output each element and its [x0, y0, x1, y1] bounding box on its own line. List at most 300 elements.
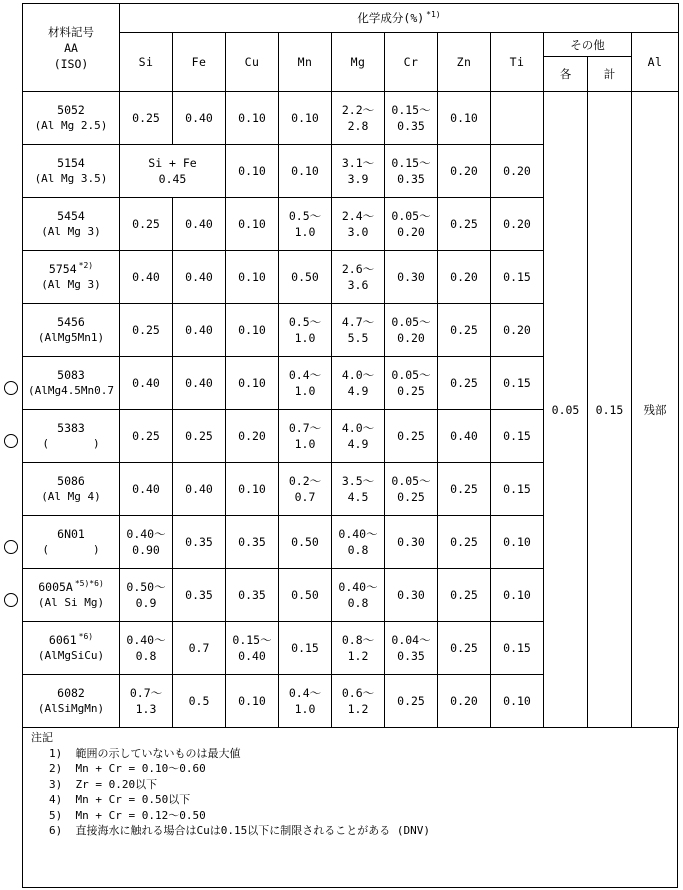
cell-value-line: 0.40～: [338, 580, 378, 594]
cu-cell: [226, 145, 279, 198]
cell-value-line: 0.40: [185, 482, 213, 496]
zn-cell: [438, 463, 491, 516]
ti-cell: [491, 516, 544, 569]
mn-cell: [279, 569, 332, 622]
cell-value-line: 0.5: [188, 694, 210, 708]
ti-cell: [491, 675, 544, 728]
cell-value-line: 0.40: [185, 217, 213, 231]
cu-cell: [226, 92, 279, 145]
zn-cell: [438, 145, 491, 198]
ti-cell: [491, 622, 544, 675]
alloy-code-line: [23, 685, 119, 701]
cell-value-line: 0.8: [135, 649, 157, 663]
selected-alloy-marker-icon: [4, 381, 18, 395]
mn-cell: [279, 145, 332, 198]
note-item: 3) Zr = 0.20以下: [49, 777, 158, 791]
material-header-line: 材料記号: [48, 24, 94, 39]
cell-value-line: 0.05～: [391, 209, 431, 223]
alloy-code: 5052: [57, 103, 85, 117]
selected-alloy-marker-icon: [4, 593, 18, 607]
cell-value-line: 0.40: [238, 649, 266, 663]
ti-cell: [491, 410, 544, 463]
alloy-cell: [23, 251, 120, 304]
mn-cell: [279, 622, 332, 675]
cu-cell: [226, 410, 279, 463]
cell-value-line: 0.35: [397, 172, 425, 186]
alloy-code-line: [23, 367, 119, 383]
alloy-code: 5154: [57, 156, 85, 170]
cell-value-line: 0.30: [397, 535, 425, 549]
cell-value-line: 0.40: [132, 270, 160, 284]
si-cell: [120, 198, 173, 251]
alloy-cell: [23, 357, 120, 410]
cell-value-line: 0.25: [450, 482, 478, 496]
cell-value-line: 0.10: [238, 217, 266, 231]
alloy-cell: [23, 463, 120, 516]
mg-cell: [332, 304, 385, 357]
mn-cell: [279, 357, 332, 410]
ti-cell: [491, 304, 544, 357]
element-header-mg: Mg: [332, 33, 385, 92]
element-header-mn: Mn: [279, 33, 332, 92]
cell-value-line: 2.8: [347, 119, 369, 133]
alloy-code: 5754: [48, 262, 77, 276]
chem-header: [120, 4, 679, 33]
zn-cell: [438, 410, 491, 463]
alloy-cell: [23, 410, 120, 463]
cell-value-line: 0.25: [450, 641, 478, 655]
cell-value-line: 4.9: [347, 437, 369, 451]
alloy-cell: [23, 92, 120, 145]
alloy-code-line: [23, 420, 119, 436]
cell-value-line: 0.40: [185, 111, 213, 125]
alloy-code: 5086: [57, 474, 85, 488]
cell-value-line: 4.7～: [341, 315, 375, 329]
element-header-cr: Cr: [385, 33, 438, 92]
zn-cell: [438, 304, 491, 357]
cell-value-line: 1.3: [135, 702, 157, 716]
fe-cell: [173, 251, 226, 304]
cell-value-line: 1.2: [347, 649, 369, 663]
cell-value-line: 1.0: [294, 384, 316, 398]
cell-value-line: 0.40: [185, 270, 213, 284]
material-header-line: AA: [64, 40, 78, 55]
al-remainder-value: 残部: [632, 92, 679, 728]
cell-value-line: 0.15: [503, 482, 531, 496]
cell-value-line: 0.35: [397, 119, 425, 133]
cell-value-line: 0.20: [450, 164, 478, 178]
fe-cell: [173, 357, 226, 410]
si-cell: [120, 463, 173, 516]
cell-value-line: 0.15: [291, 641, 319, 655]
alloy-code: 5454: [57, 209, 85, 223]
fe-cell: [173, 92, 226, 145]
cell-value-line: 0.35: [185, 588, 213, 602]
cell-value-line: 0.30: [397, 270, 425, 284]
alloy-code-line: [23, 102, 119, 118]
cell-value-line: 0.40: [185, 323, 213, 337]
cell-value-line: 0.50: [291, 588, 319, 602]
cr-cell: [385, 92, 438, 145]
si-cell: [120, 569, 173, 622]
cr-cell: [385, 569, 438, 622]
cell-value-line: 0.7～: [288, 421, 322, 435]
si-cell: [120, 92, 173, 145]
cell-value-line: 0.25: [450, 376, 478, 390]
ti-cell: [491, 357, 544, 410]
alloy-code-line: [23, 155, 119, 171]
cr-cell: [385, 198, 438, 251]
mg-cell: [332, 145, 385, 198]
cu-cell: [226, 304, 279, 357]
alloy-iso: (Al Mg 3.5): [34, 172, 108, 185]
cell-value-line: 0.25: [185, 429, 213, 443]
alloy-code-line: [23, 208, 119, 224]
mg-cell: [332, 569, 385, 622]
zn-cell: [438, 622, 491, 675]
cr-cell: [385, 145, 438, 198]
cell-value-line: 0.40: [132, 376, 160, 390]
notes-title: 注記: [31, 731, 53, 744]
zn-cell: [438, 516, 491, 569]
cell-value-line: 1.0: [294, 225, 316, 239]
cell-value-line: 0.20: [397, 225, 425, 239]
cell-value-line: 2.6～: [341, 262, 375, 276]
cell-value-line: 0.15～: [391, 103, 431, 117]
alloy-iso: (Al Mg 3): [41, 225, 101, 238]
chem-title: 化学成分(%): [357, 11, 425, 25]
cu-cell: [226, 675, 279, 728]
si-cell: [120, 675, 173, 728]
notes-section: [22, 728, 678, 888]
si-cell: [120, 622, 173, 675]
cell-value-line: 0.15: [503, 641, 531, 655]
chem-title-note: *1): [426, 10, 441, 19]
ti-cell: [491, 463, 544, 516]
cell-value-line: 0.40～: [126, 527, 166, 541]
cell-value-line: 3.6: [347, 278, 369, 292]
al-header: Al: [632, 33, 679, 92]
zn-cell: [438, 675, 491, 728]
cell-value-line: Si + Fe: [148, 156, 197, 170]
alloy-code: 5383: [57, 421, 85, 435]
others-total-header: 計: [588, 57, 632, 92]
element-header-zn: Zn: [438, 33, 491, 92]
cell-value-line: 4.0～: [341, 421, 375, 435]
cell-value-line: 1.0: [294, 702, 316, 716]
zn-cell: [438, 198, 491, 251]
cell-value-line: 2.4～: [341, 209, 375, 223]
cell-value-line: 0.10: [291, 164, 319, 178]
cr-cell: [385, 251, 438, 304]
cell-value-line: 0.35: [185, 535, 213, 549]
cell-value-line: 0.10: [238, 164, 266, 178]
mg-cell: [332, 92, 385, 145]
cell-value-line: 0.7: [188, 641, 210, 655]
alloy-iso: (AlSiMgMn): [37, 702, 105, 715]
cr-cell: [385, 304, 438, 357]
cell-value-line: 0.20: [450, 270, 478, 284]
cell-value-line: 0.4～: [288, 368, 322, 382]
alloy-cell: [23, 145, 120, 198]
cu-cell: [226, 357, 279, 410]
mn-cell: [279, 304, 332, 357]
cell-value-line: 0.20: [503, 217, 531, 231]
cell-value-line: 0.25: [397, 490, 425, 504]
cell-value-line: 0.15～: [232, 633, 272, 647]
cell-value-line: 0.15: [503, 429, 531, 443]
cell-value-line: 0.10: [238, 376, 266, 390]
fe-cell: [173, 304, 226, 357]
mn-cell: [279, 92, 332, 145]
cell-value-line: 0.10: [238, 323, 266, 337]
cell-value-line: 3.5～: [341, 474, 375, 488]
cell-value-line: 0.25: [450, 588, 478, 602]
mg-cell: [332, 251, 385, 304]
si-cell: [120, 516, 173, 569]
cell-value-line: 0.10: [238, 111, 266, 125]
others-each-header: 各: [544, 57, 588, 92]
cell-value-line: 0.40: [132, 482, 160, 496]
cell-value-line: 3.9: [347, 172, 369, 186]
cr-cell: [385, 675, 438, 728]
cell-value-line: 4.0～: [341, 368, 375, 382]
zn-cell: [438, 357, 491, 410]
cell-value-line: 0.4～: [288, 686, 322, 700]
mg-cell: [332, 516, 385, 569]
cell-value-line: 0.05～: [391, 315, 431, 329]
cell-value-line: 0.30: [397, 588, 425, 602]
alloy-footnote-ref: *5)*6): [74, 579, 104, 588]
alloy-code: 6082: [57, 686, 85, 700]
alloy-cell: [23, 569, 120, 622]
cell-value-line: 0.20: [503, 164, 531, 178]
alloy-code: 6005A: [38, 580, 73, 594]
cu-cell: [226, 569, 279, 622]
alloy-iso: (Al Mg 3): [41, 278, 101, 291]
cell-value-line: 0.25: [132, 217, 160, 231]
mg-cell: [332, 675, 385, 728]
cell-value-line: 0.35: [397, 649, 425, 663]
cell-value-line: 0.05～: [391, 368, 431, 382]
zn-cell: [438, 569, 491, 622]
fe-cell: [173, 410, 226, 463]
mg-cell: [332, 463, 385, 516]
cell-value-line: 5.5: [347, 331, 369, 345]
zn-cell: [438, 251, 491, 304]
table-row: [23, 92, 679, 145]
cell-value-line: 0.10: [238, 694, 266, 708]
alloy-code-line: [23, 473, 119, 489]
cr-cell: [385, 622, 438, 675]
mn-cell: [279, 463, 332, 516]
selected-alloy-marker-icon: [4, 540, 18, 554]
ti-cell: [491, 145, 544, 198]
alloy-iso: (AlMg5Mn1): [37, 331, 105, 344]
fe-cell: [173, 569, 226, 622]
cell-value-line: 0.04～: [391, 633, 431, 647]
cell-value-line: 0.9: [135, 596, 157, 610]
element-header-ti: Ti: [491, 33, 544, 92]
alloy-cell: [23, 198, 120, 251]
cell-value-line: 0.25: [397, 694, 425, 708]
cell-value-line: 0.05～: [391, 474, 431, 488]
ti-cell: [491, 92, 544, 145]
alloy-footnote-ref: *2): [78, 261, 94, 270]
spec-table-wrapper: [22, 3, 678, 888]
alloy-code: 6N01: [57, 527, 85, 541]
cell-value-line: 1.0: [294, 437, 316, 451]
cell-value-line: 0.90: [132, 543, 160, 557]
cr-cell: [385, 410, 438, 463]
cell-value-line: 0.5～: [288, 209, 322, 223]
cell-value-line: 3.0: [347, 225, 369, 239]
ti-cell: [491, 569, 544, 622]
others-header: その他: [544, 33, 632, 57]
cell-value-line: 0.8: [347, 543, 369, 557]
fe-cell: [173, 516, 226, 569]
cell-value-line: 0.20: [397, 331, 425, 345]
cell-value-line: 4.9: [347, 384, 369, 398]
alloy-cell: [23, 516, 120, 569]
alloy-footnote-ref: *6): [78, 632, 94, 641]
cell-value-line: 0.25: [132, 111, 160, 125]
cell-value-line: 0.10: [238, 270, 266, 284]
cell-value-line: 0.40～: [126, 633, 166, 647]
alloy-code-line: [23, 632, 119, 648]
element-header-si: Si: [120, 33, 173, 92]
cu-cell: [226, 622, 279, 675]
selected-alloy-marker-icon: [4, 434, 18, 448]
fe-cell: [173, 675, 226, 728]
element-header-fe: Fe: [173, 33, 226, 92]
mn-cell: [279, 516, 332, 569]
cell-value-line: 0.5～: [288, 315, 322, 329]
cr-cell: [385, 357, 438, 410]
cell-value-line: 1.0: [294, 331, 316, 345]
cr-cell: [385, 463, 438, 516]
cell-value-line: 0.15～: [391, 156, 431, 170]
cell-value-line: 0.35: [238, 588, 266, 602]
alloy-code-line: [23, 261, 119, 277]
cell-value-line: 0.40～: [338, 527, 378, 541]
alloy-code-line: [23, 579, 119, 595]
cell-value-line: 0.2～: [288, 474, 322, 488]
cell-value-line: 0.10: [503, 535, 531, 549]
alloy-code: 5456: [57, 315, 85, 329]
si-cell: [120, 410, 173, 463]
material-header-line: (ISO): [53, 56, 89, 71]
cu-cell: [226, 463, 279, 516]
cell-value-line: 0.40: [185, 376, 213, 390]
mg-cell: [332, 198, 385, 251]
cu-cell: [226, 251, 279, 304]
alloy-iso: ( ): [42, 543, 100, 556]
cu-cell: [226, 198, 279, 251]
cell-value-line: 1.2: [347, 702, 369, 716]
ti-cell: [491, 198, 544, 251]
alloy-code-line: [23, 314, 119, 330]
note-item: 4) Mn + Cr = 0.50以下: [49, 793, 191, 806]
cr-cell: [385, 516, 438, 569]
cell-value-line: 2.2～: [341, 103, 375, 117]
alloy-code: 5083: [57, 368, 85, 382]
cell-value-line: 0.7: [294, 490, 316, 504]
cell-value-line: 0.8: [347, 596, 369, 610]
cell-value-line: 0.10: [450, 111, 478, 125]
cell-value-line: 0.40: [450, 429, 478, 443]
cell-value-line: 0.15: [503, 270, 531, 284]
alloy-cell: [23, 622, 120, 675]
note-item: 2) Mn + Cr = 0.10～0.60: [49, 762, 206, 775]
cell-value-line: 0.20: [238, 429, 266, 443]
others-each-value: 0.05: [544, 92, 588, 728]
cell-value-line: 0.20: [503, 323, 531, 337]
si-fe-combined-cell: [120, 145, 226, 198]
cell-value-line: 0.35: [238, 535, 266, 549]
cell-value-line: 3.1～: [341, 156, 375, 170]
alloy-iso: (AlMg4.5Mn0.7: [27, 384, 115, 397]
mg-cell: [332, 622, 385, 675]
cell-value-line: 4.5: [347, 490, 369, 504]
element-header-cu: Cu: [226, 33, 279, 92]
alloy-iso: (AlMgSiCu): [37, 649, 105, 662]
cell-value-line: 0.8～: [341, 633, 375, 647]
alloy-iso: ( ): [42, 437, 100, 450]
others-total-value: 0.15: [588, 92, 632, 728]
fe-cell: [173, 463, 226, 516]
cell-value-line: 0.15: [503, 376, 531, 390]
cell-value-line: 0.6～: [341, 686, 375, 700]
alloy-code: 6061: [48, 633, 77, 647]
mg-cell: [332, 357, 385, 410]
mn-cell: [279, 251, 332, 304]
alloy-iso: (Al Mg 2.5): [34, 119, 108, 132]
note-item: 1) 範囲の示していないものは最大値: [49, 746, 241, 760]
chemical-composition-table: [22, 3, 679, 728]
mg-cell: [332, 410, 385, 463]
fe-cell: [173, 198, 226, 251]
alloy-cell: [23, 675, 120, 728]
cell-value-line: 0.7～: [129, 686, 163, 700]
alloy-iso: (Al Mg 4): [41, 490, 101, 503]
cell-value-line: 0.10: [238, 482, 266, 496]
alloy-code-line: [23, 526, 119, 542]
cell-value-line: 0.10: [291, 111, 319, 125]
material-header: [23, 4, 120, 92]
note-item: 6) 直接海水に触れる場合はCuは0.15以下に制限されることがある (DNV): [49, 824, 430, 837]
alloy-cell: [23, 304, 120, 357]
cell-value-line: 0.25: [450, 217, 478, 231]
cell-value-line: 0.20: [450, 694, 478, 708]
mn-cell: [279, 675, 332, 728]
ti-cell: [491, 251, 544, 304]
note-item: 5) Mn + Cr = 0.12～0.50: [49, 808, 206, 822]
mn-cell: [279, 198, 332, 251]
si-cell: [120, 357, 173, 410]
alloy-iso: (Al Si Mg): [37, 596, 105, 609]
si-cell: [120, 251, 173, 304]
zn-cell: [438, 92, 491, 145]
cell-value-line: 0.25: [397, 384, 425, 398]
cell-value-line: 0.50: [291, 535, 319, 549]
cell-value-line: 0.25: [397, 429, 425, 443]
si-cell: [120, 304, 173, 357]
cell-value-line: 0.25: [450, 323, 478, 337]
cell-value-line: 0.10: [503, 694, 531, 708]
cell-value-line: 0.50: [291, 270, 319, 284]
mn-cell: [279, 410, 332, 463]
